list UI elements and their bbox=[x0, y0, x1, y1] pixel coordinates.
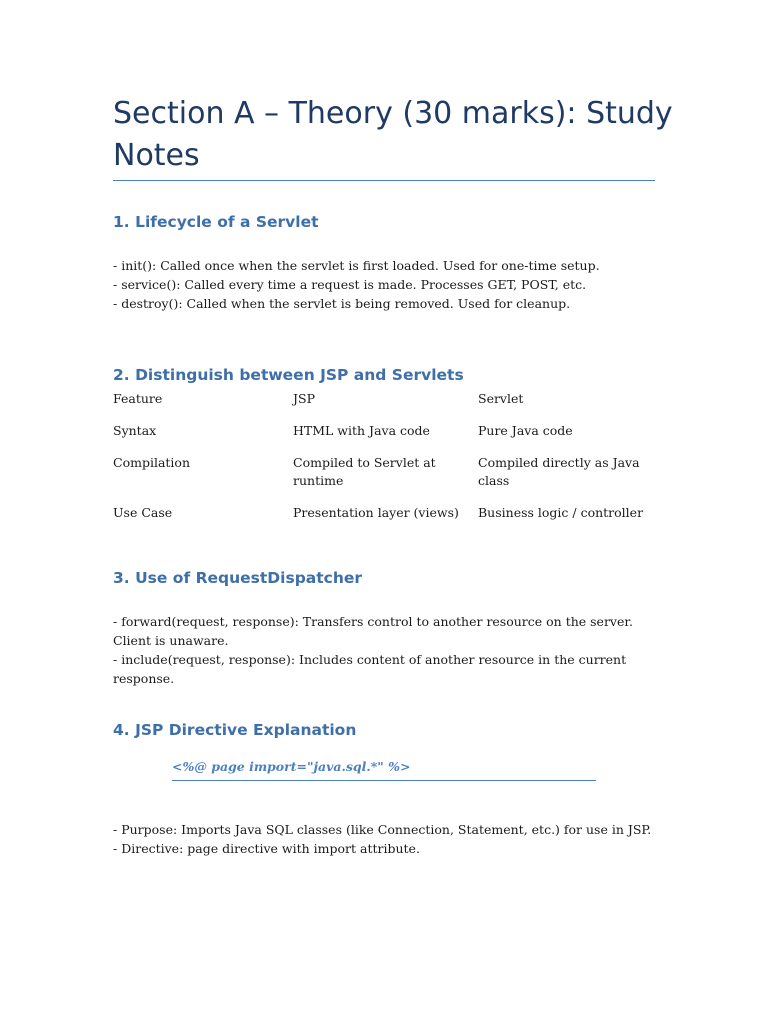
table-cell: Use Case bbox=[113, 505, 173, 520]
lifecycle-destroy-line: - destroy(): Called when the servlet is being removed. Used for cleanup. bbox=[113, 296, 571, 311]
table-header-cell: Servlet bbox=[478, 391, 524, 406]
table-cell: Syntax bbox=[113, 423, 157, 438]
directive-purpose-line: - Purpose: Imports Java SQL classes (like Connection, Statement, etc.) for use in JSP. bbox=[113, 822, 652, 837]
jsp-vs-servlet-table bbox=[113, 390, 658, 524]
section-1-heading: 1. Lifecycle of a Servlet bbox=[113, 213, 319, 231]
table-cell: Business logic / controller bbox=[478, 505, 644, 520]
section-3-heading: 3. Use of RequestDispatcher bbox=[113, 569, 363, 587]
page-title: Section A – Theory (30 marks): Study Notes bbox=[113, 96, 673, 173]
section-2-heading: 2. Distinguish between JSP and Servlets bbox=[113, 366, 464, 384]
title-underline bbox=[113, 180, 655, 181]
table-cell: Presentation layer (views) bbox=[293, 505, 459, 520]
table-header-cell: JSP bbox=[293, 391, 315, 406]
directive-type-line: - Directive: page directive with import attribute. bbox=[113, 841, 420, 856]
table-cell: Compiled directly as Java class bbox=[478, 455, 640, 488]
table-cell: Compiled to Servlet at runtime bbox=[293, 455, 436, 488]
table-header-row bbox=[113, 390, 658, 422]
table-row bbox=[113, 454, 658, 504]
section-4-heading: 4. JSP Directive Explanation bbox=[113, 721, 357, 739]
table-row bbox=[113, 422, 658, 454]
code-underline bbox=[172, 780, 596, 781]
table-cell: Compilation bbox=[113, 455, 190, 470]
dispatcher-forward-line: - forward(request, response): Transfers control to another resource on the server. Client is unaware. bbox=[113, 614, 637, 648]
table-cell: HTML with Java code bbox=[293, 423, 430, 438]
lifecycle-init-line: - init(): Called once when the servlet is first loaded. Used for one-time setup. bbox=[113, 258, 600, 273]
lifecycle-service-line: - service(): Called every time a request is made. Processes GET, POST, etc. bbox=[113, 277, 587, 292]
directive-code-sample: <%@ page import="java.sql.*" %> bbox=[172, 759, 411, 774]
dispatcher-include-line: - include(request, response): Includes content of another resource in the current response. bbox=[113, 652, 631, 686]
table-cell: Pure Java code bbox=[478, 423, 573, 438]
table-header-cell: Feature bbox=[113, 391, 163, 406]
table-row bbox=[113, 504, 658, 524]
